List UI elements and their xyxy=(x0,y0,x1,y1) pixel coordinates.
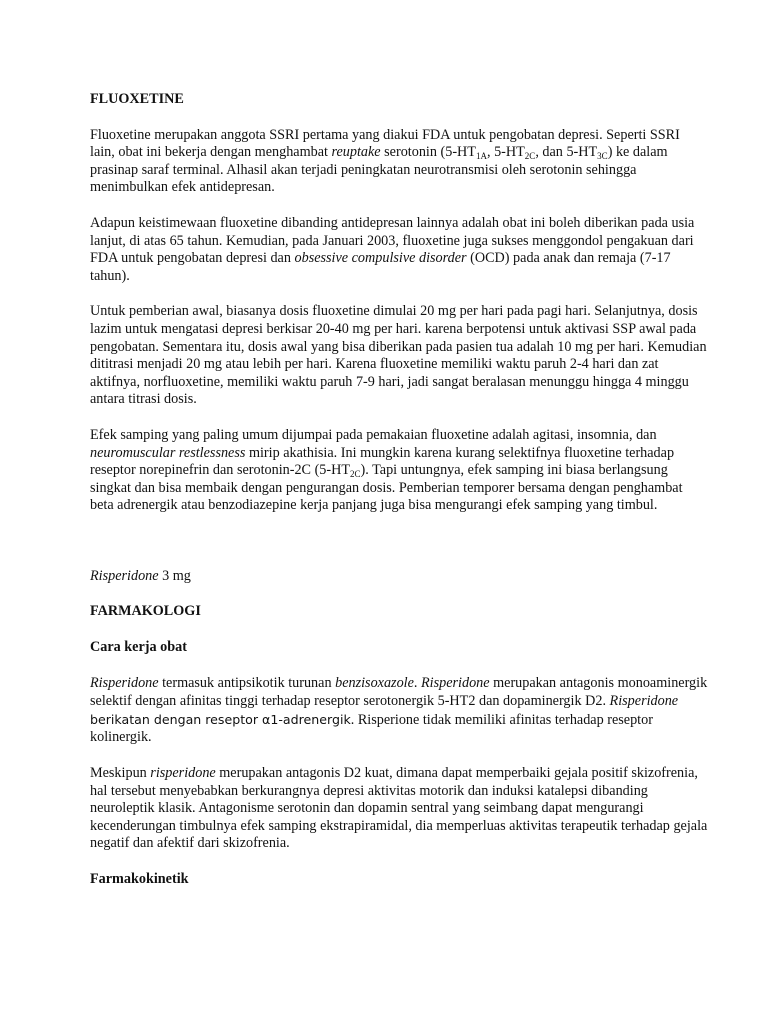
text-span: Efek samping yang paling umum dijumpai pada pemakaian fluoxetine adalah agitasi, insomnia, dan xyxy=(90,426,657,443)
italic-term-risperidone: risperidone xyxy=(150,765,216,782)
heading-fluoxetine: FLUOXETINE xyxy=(90,91,184,107)
text-span: merupakan antagonis D2 kuat, dimana dapat memperbaiki gejala positif skizofrenia, hal tersebut menyebabkan berkurangnya depresi aktivitas motorik dan induksi katalepsi dibanding neuroleptik klasik. Antagonisme serotonin dan dopamin sentral yang seimbang dapat mengurangi kecenderungan timbulnya efek samping ekstrapiramidal, dia memperluas aktivitas terapeutik terhadap gejala negatif dan afektif dari skizofrenia. xyxy=(90,765,708,852)
text-span: Adapun keistimewaan fluoxetine dibanding antidepresan lainnya adalah obat ini boleh diberikan pada usia lanjut, di atas 65 tahun. Kemudian, pada Januari 2003, fluoxetine juga sukses menggondol pengakuan dari FDA untuk pengobatan depresi dan xyxy=(90,214,695,267)
drug-dose: 3 mg xyxy=(158,567,191,584)
italic-term-restlessness: neuromuscular restlessness xyxy=(90,444,246,461)
heading-farmakologi: FARMAKOLOGI xyxy=(90,603,201,620)
paragraph-fluoxetine-side-effects xyxy=(90,427,708,515)
italic-term-risperidone: Risperidone xyxy=(609,693,679,710)
drug-title-risperidone xyxy=(90,568,708,586)
heading-cara-kerja-obat: Cara kerja obat xyxy=(90,639,187,656)
italic-term-risperidone: Risperidone xyxy=(90,674,159,691)
text-span: Fluoxetine merupakan anggota SSRI pertama yang diakui FDA untuk pengobatan depresi. Seperti SSRI lain, obat ini bekerja dengan menghambat xyxy=(90,126,680,161)
text-span-sans: berikatan dengan reseptor α1-adrenergik xyxy=(90,711,351,727)
subscript-1a: 1A xyxy=(475,151,487,162)
italic-term-risperidone: Risperidone xyxy=(421,674,490,691)
text-span: ). Tapi untungnya, efek samping ini biasa berlangsung singkat dan bisa membaik dengan pengurangan dosis. Pemberian temporer bersama dengan penghambat beta adrenergik atau benzodiazepine kerja panjang juga bisa mengurangi efek samping yang timbul. xyxy=(90,462,683,514)
paragraph-fluoxetine-mechanism xyxy=(90,127,708,197)
text-span: serotonin (5-HT xyxy=(380,144,476,161)
text-span: . Risperione tidak memiliki afinitas terhadap reseptor kolinergik. xyxy=(90,711,653,746)
text-span: termasuk antipsikotik turunan xyxy=(158,674,336,691)
subscript-3c: 3C xyxy=(597,151,608,162)
text-span: ) ke dalam prasinap saraf terminal. Alhasil akan terjadi peningkatan neurotransmisi oleh serotonin sehingga menimbulkan efek antidepresan. xyxy=(90,144,668,196)
paragraph-fluoxetine-dosage: Untuk pemberian awal, biasanya dosis fluoxetine dimulai 20 mg per hari pada pagi hari. Selanjutnya, dosis lazim untuk mengatasi depresi berkisar 20-40 mg per hari. karena berpotensi untuk aktivasi SSP awal pada pengobatan. Sementara itu, dosis awal yang bisa diberikan pada pasien tua adalah 10 mg per hari. Kemudian dititrasi menjadi 20 mg atau lebih per hari. Karena fluoxetine memiliki waktu paruh 2-4 hari dan zat aktifnya, norfluoxetine, memiliki waktu paruh 7-9 hari, jadi sangat beralasan menunggu hingga 4 minggu antara titrasi dosis. xyxy=(90,303,707,408)
subscript-2c: 2C xyxy=(350,469,361,480)
text-span: . xyxy=(413,674,421,691)
drug-name: Risperidone xyxy=(90,567,159,584)
heading-farmakokinetik: Farmakokinetik xyxy=(90,871,189,887)
paragraph-risperidone-effects xyxy=(90,765,708,853)
paragraph-fluoxetine-advantages xyxy=(90,215,708,285)
text-span: , 5-HT xyxy=(486,144,525,161)
italic-term-reuptake: reuptake xyxy=(331,144,381,161)
subscript-2c: 2C xyxy=(524,151,536,162)
text-span: merupakan antagonis monoaminergik selektif dengan afinitas tinggi terhadap reseptor serotonergik 5-HT2 dan dopaminergik D2. xyxy=(90,674,708,710)
italic-term-benzisoxazole: benzisoxazole xyxy=(335,674,414,691)
paragraph-risperidone-mechanism xyxy=(90,675,708,747)
italic-term-ocd: obsessive compulsive disorder xyxy=(294,250,467,267)
text-span: , dan 5-HT xyxy=(535,144,598,161)
text-span: mirip akathisia. Ini mungkin karena kurang selektifnya fluoxetine terhadap reseptor norepinefrin dan serotonin-2C (5-HT xyxy=(90,444,675,479)
text-span: Meskipun xyxy=(90,765,151,782)
text-span: (OCD) pada anak dan remaja (7-17 tahun). xyxy=(90,250,671,284)
